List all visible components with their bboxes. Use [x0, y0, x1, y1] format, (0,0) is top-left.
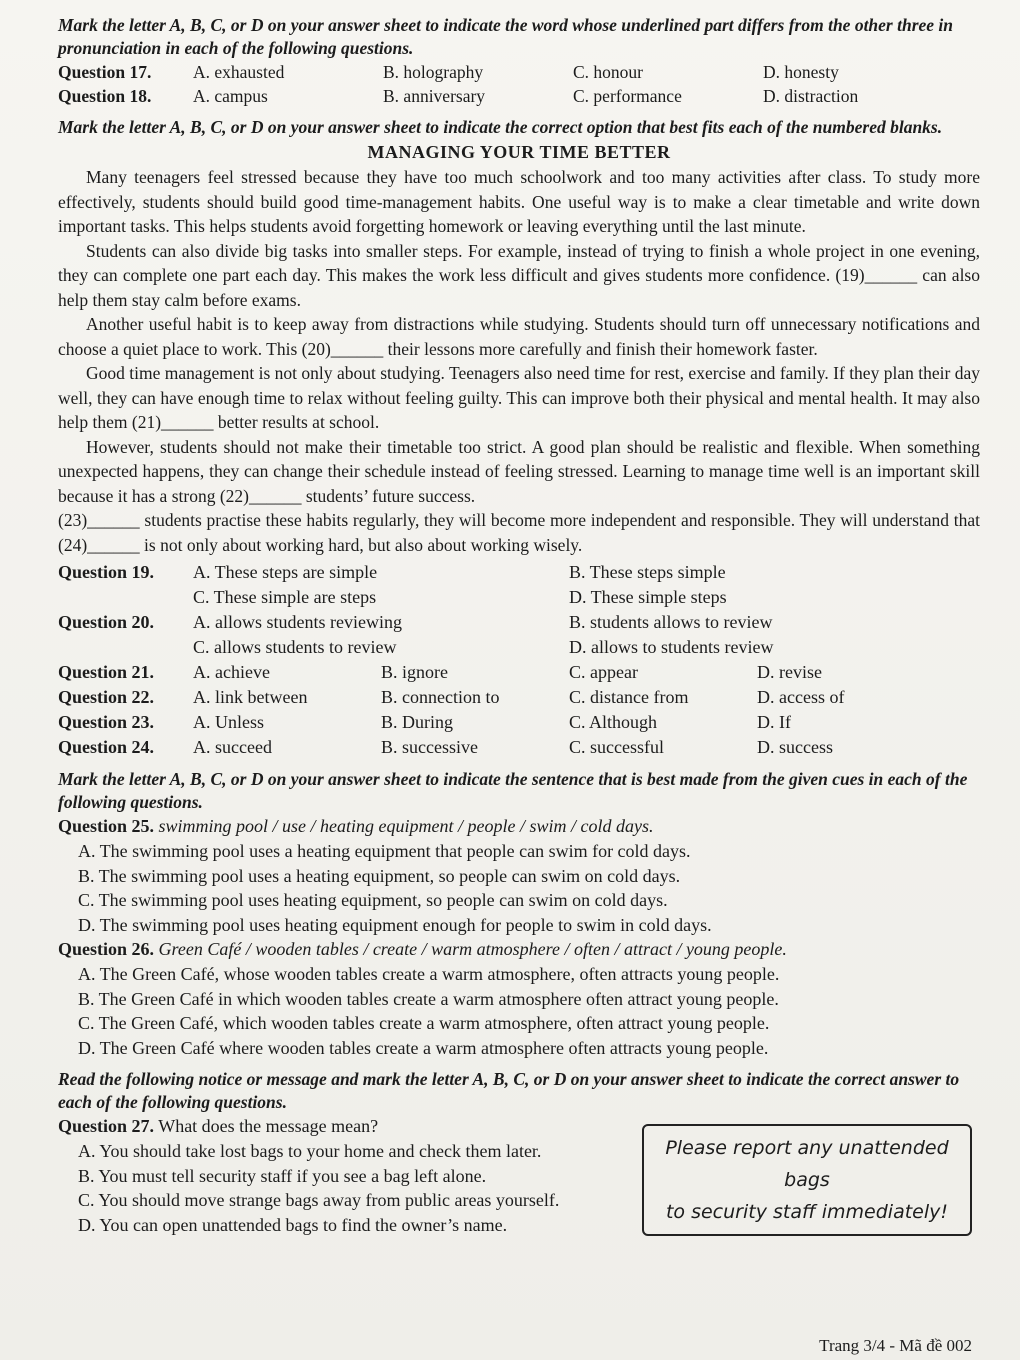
q26-option-d: D. The Green Café where wooden tables create a warm atmosphere often attracts young people. [78, 1037, 769, 1058]
option-a: A. achieve [193, 662, 270, 682]
question-label: Question 23. [58, 712, 155, 732]
option-d: D. honesty [763, 62, 839, 82]
option-c: C. allows students to review [193, 637, 397, 657]
passage-title: MANAGING YOUR TIME BETTER [367, 142, 671, 162]
option-c: C. distance from [569, 687, 689, 707]
question-label: Question 24. [58, 737, 155, 757]
question-17 [58, 60, 980, 84]
q25-option-b: B. The swimming pool uses a heating equipment, so people can swim on cold days. [78, 865, 681, 886]
q27-option-b: B. You must tell security staff if you see a bag left alone. [78, 1165, 487, 1186]
option-c: C. Although [569, 712, 658, 732]
q25-option-c: C. The swimming pool uses heating equipment, so people can swim on cold days. [78, 890, 668, 910]
notice-line-1: Please report any unattended bags [665, 1137, 949, 1191]
q25-option-a: A. The swimming pool uses a heating equipment that people can swim for cold days. [78, 841, 691, 861]
option-a: A. exhausted [193, 62, 285, 82]
question-27-stem [58, 1114, 638, 1139]
question-25-cues [58, 814, 980, 839]
instruction-notice: Read the following notice or message and mark the letter A, B, C, or D on your answer sheet to indicate the correct answer to each of the following questions. [58, 1069, 960, 1112]
question-19 [58, 560, 980, 585]
option-d: D. distraction [763, 86, 859, 106]
q27-option-a: A. You should take lost bags to your home and check them later. [78, 1141, 542, 1161]
question-label: Question 19. [58, 562, 155, 582]
question-20 [58, 610, 980, 635]
option-d: D. access of [757, 687, 845, 707]
option-b: B. anniversary [383, 86, 486, 106]
option-b: B. successive [381, 737, 478, 757]
instruction-pronunciation: Mark the letter A, B, C, or D on your answer sheet to indicate the word whose underlined part differs from the other three in pronunciation in each of the following questions. [58, 15, 954, 58]
question-23 [58, 710, 980, 735]
option-a: A. allows students reviewing [193, 612, 402, 632]
question-26-cues [58, 937, 980, 962]
question-label: Question 21. [58, 662, 155, 682]
option-a: A. campus [193, 86, 268, 106]
cue-text: Green Café / wooden tables / create / warm atmosphere / often / attract / young people. [158, 939, 787, 959]
q25-option-d: D. The swimming pool uses heating equipment enough for people to swim in cold days. [78, 914, 712, 935]
option-c: C. successful [569, 737, 664, 757]
option-b: B. These steps simple [569, 562, 726, 582]
option-b: B. connection to [381, 687, 500, 707]
option-b: B. students allows to review [569, 612, 773, 632]
paragraph-6: (23)______ students practise these habits regularly, they will become more independent and responsible. They will understand that (24)______ is not only about working hard, but also about working wisely. [58, 510, 980, 555]
q26-option-c: C. The Green Café, which wooden tables create a warm atmosphere, often attract young people. [78, 1013, 770, 1033]
question-18 [58, 84, 980, 108]
question-22 [58, 685, 980, 710]
cue-text: swimming pool / use / heating equipment / people / swim / cold days. [158, 816, 654, 836]
option-d: D. If [757, 712, 791, 732]
question-27-block [58, 1114, 980, 1237]
paragraph-1: Many teenagers feel stressed because they have too much schoolwork and too many activities after class. To study more effectively, students should build good time-management habits. One useful way is to make a clear timetable and write down important tasks. This helps students avoid forgetting homework or leaving everything until the last minute. [58, 167, 980, 236]
question-20-row2 [58, 635, 980, 660]
option-a: A. Unless [193, 712, 264, 732]
paragraph-2: Students can also divide big tasks into smaller steps. For example, instead of trying to finish a whole project in one evening, they can complete one part each day. This makes the work less difficult and gives students more confidence. (19)______ can also help them stay calm before exams. [58, 240, 980, 310]
page-footer: Trang 3/4 - Mã đề 002 [819, 1336, 972, 1355]
question-label: Question 20. [58, 612, 155, 632]
option-d: D. success [757, 737, 833, 757]
question-label: Question 17. [58, 62, 152, 82]
question-21 [58, 660, 980, 685]
option-d: D. revise [757, 662, 822, 682]
instruction-sentence-building: Mark the letter A, B, C, or D on your answer sheet to indicate the sentence that is best made from the given cues in each of the following questions. [58, 769, 968, 812]
question-label: Question 27. [58, 1116, 155, 1136]
q27-option-c: C. You should move strange bags away from public areas yourself. [78, 1190, 560, 1210]
option-c: C. performance [573, 86, 682, 106]
option-b: B. ignore [381, 662, 448, 682]
option-c: C. honour [573, 62, 643, 82]
option-a: A. link between [193, 687, 308, 707]
paragraph-5: However, students should not make their timetable too strict. A good plan should be realistic and flexible. When something unexpected happens, they can change their schedule instead of feeling stressed. Learning to manage time well is an important skill because it has a strong (22)______ students’ future success. [58, 436, 980, 506]
question-label: Question 25. [58, 816, 155, 836]
q27-option-d: D. You can open unattended bags to find the owner’s name. [78, 1214, 508, 1235]
question-label: Question 22. [58, 687, 155, 707]
question-27 [58, 1114, 638, 1237]
paragraph-3: Another useful habit is to keep away from distractions while studying. Students should turn off unnecessary notifications and choose a quiet place to work. This (20)______ their lessons more carefully and finish their homework faster. [58, 314, 980, 359]
question-24 [58, 735, 980, 760]
q26-option-b: B. The Green Café in which wooden tables create a warm atmosphere often attract young people. [78, 988, 779, 1009]
option-b: B. During [381, 712, 453, 732]
instruction-cloze: Mark the letter A, B, C, or D on your answer sheet to indicate the correct option that best fits each of the numbered blanks. [58, 117, 943, 137]
question-19-row2 [58, 585, 980, 610]
option-d: D. allows to students review [569, 637, 774, 657]
question-label: Question 18. [58, 86, 152, 106]
option-c: C. These simple are steps [193, 587, 377, 607]
notice-box [642, 1124, 972, 1236]
paragraph-4: Good time management is not only about studying. Teenagers also need time for rest, exercise and family. If they plan their day well, they can have enough time to relax without feeling guilty. This can improve both their physical and mental health. It may also help them (21)______ better results at school. [58, 363, 980, 432]
question-label: Question 26. [58, 939, 155, 959]
question-text: What does the message mean? [158, 1116, 379, 1136]
option-b: B. holography [383, 62, 484, 82]
option-c: C. appear [569, 662, 638, 682]
option-a: A. succeed [193, 737, 272, 757]
q26-option-a: A. The Green Café, whose wooden tables create a warm atmosphere, often attracts young people. [78, 964, 780, 984]
notice-line-2: to security staff immediately! [665, 1201, 948, 1223]
option-a: A. These steps are simple [193, 562, 378, 582]
option-d: D. These simple steps [569, 587, 727, 607]
